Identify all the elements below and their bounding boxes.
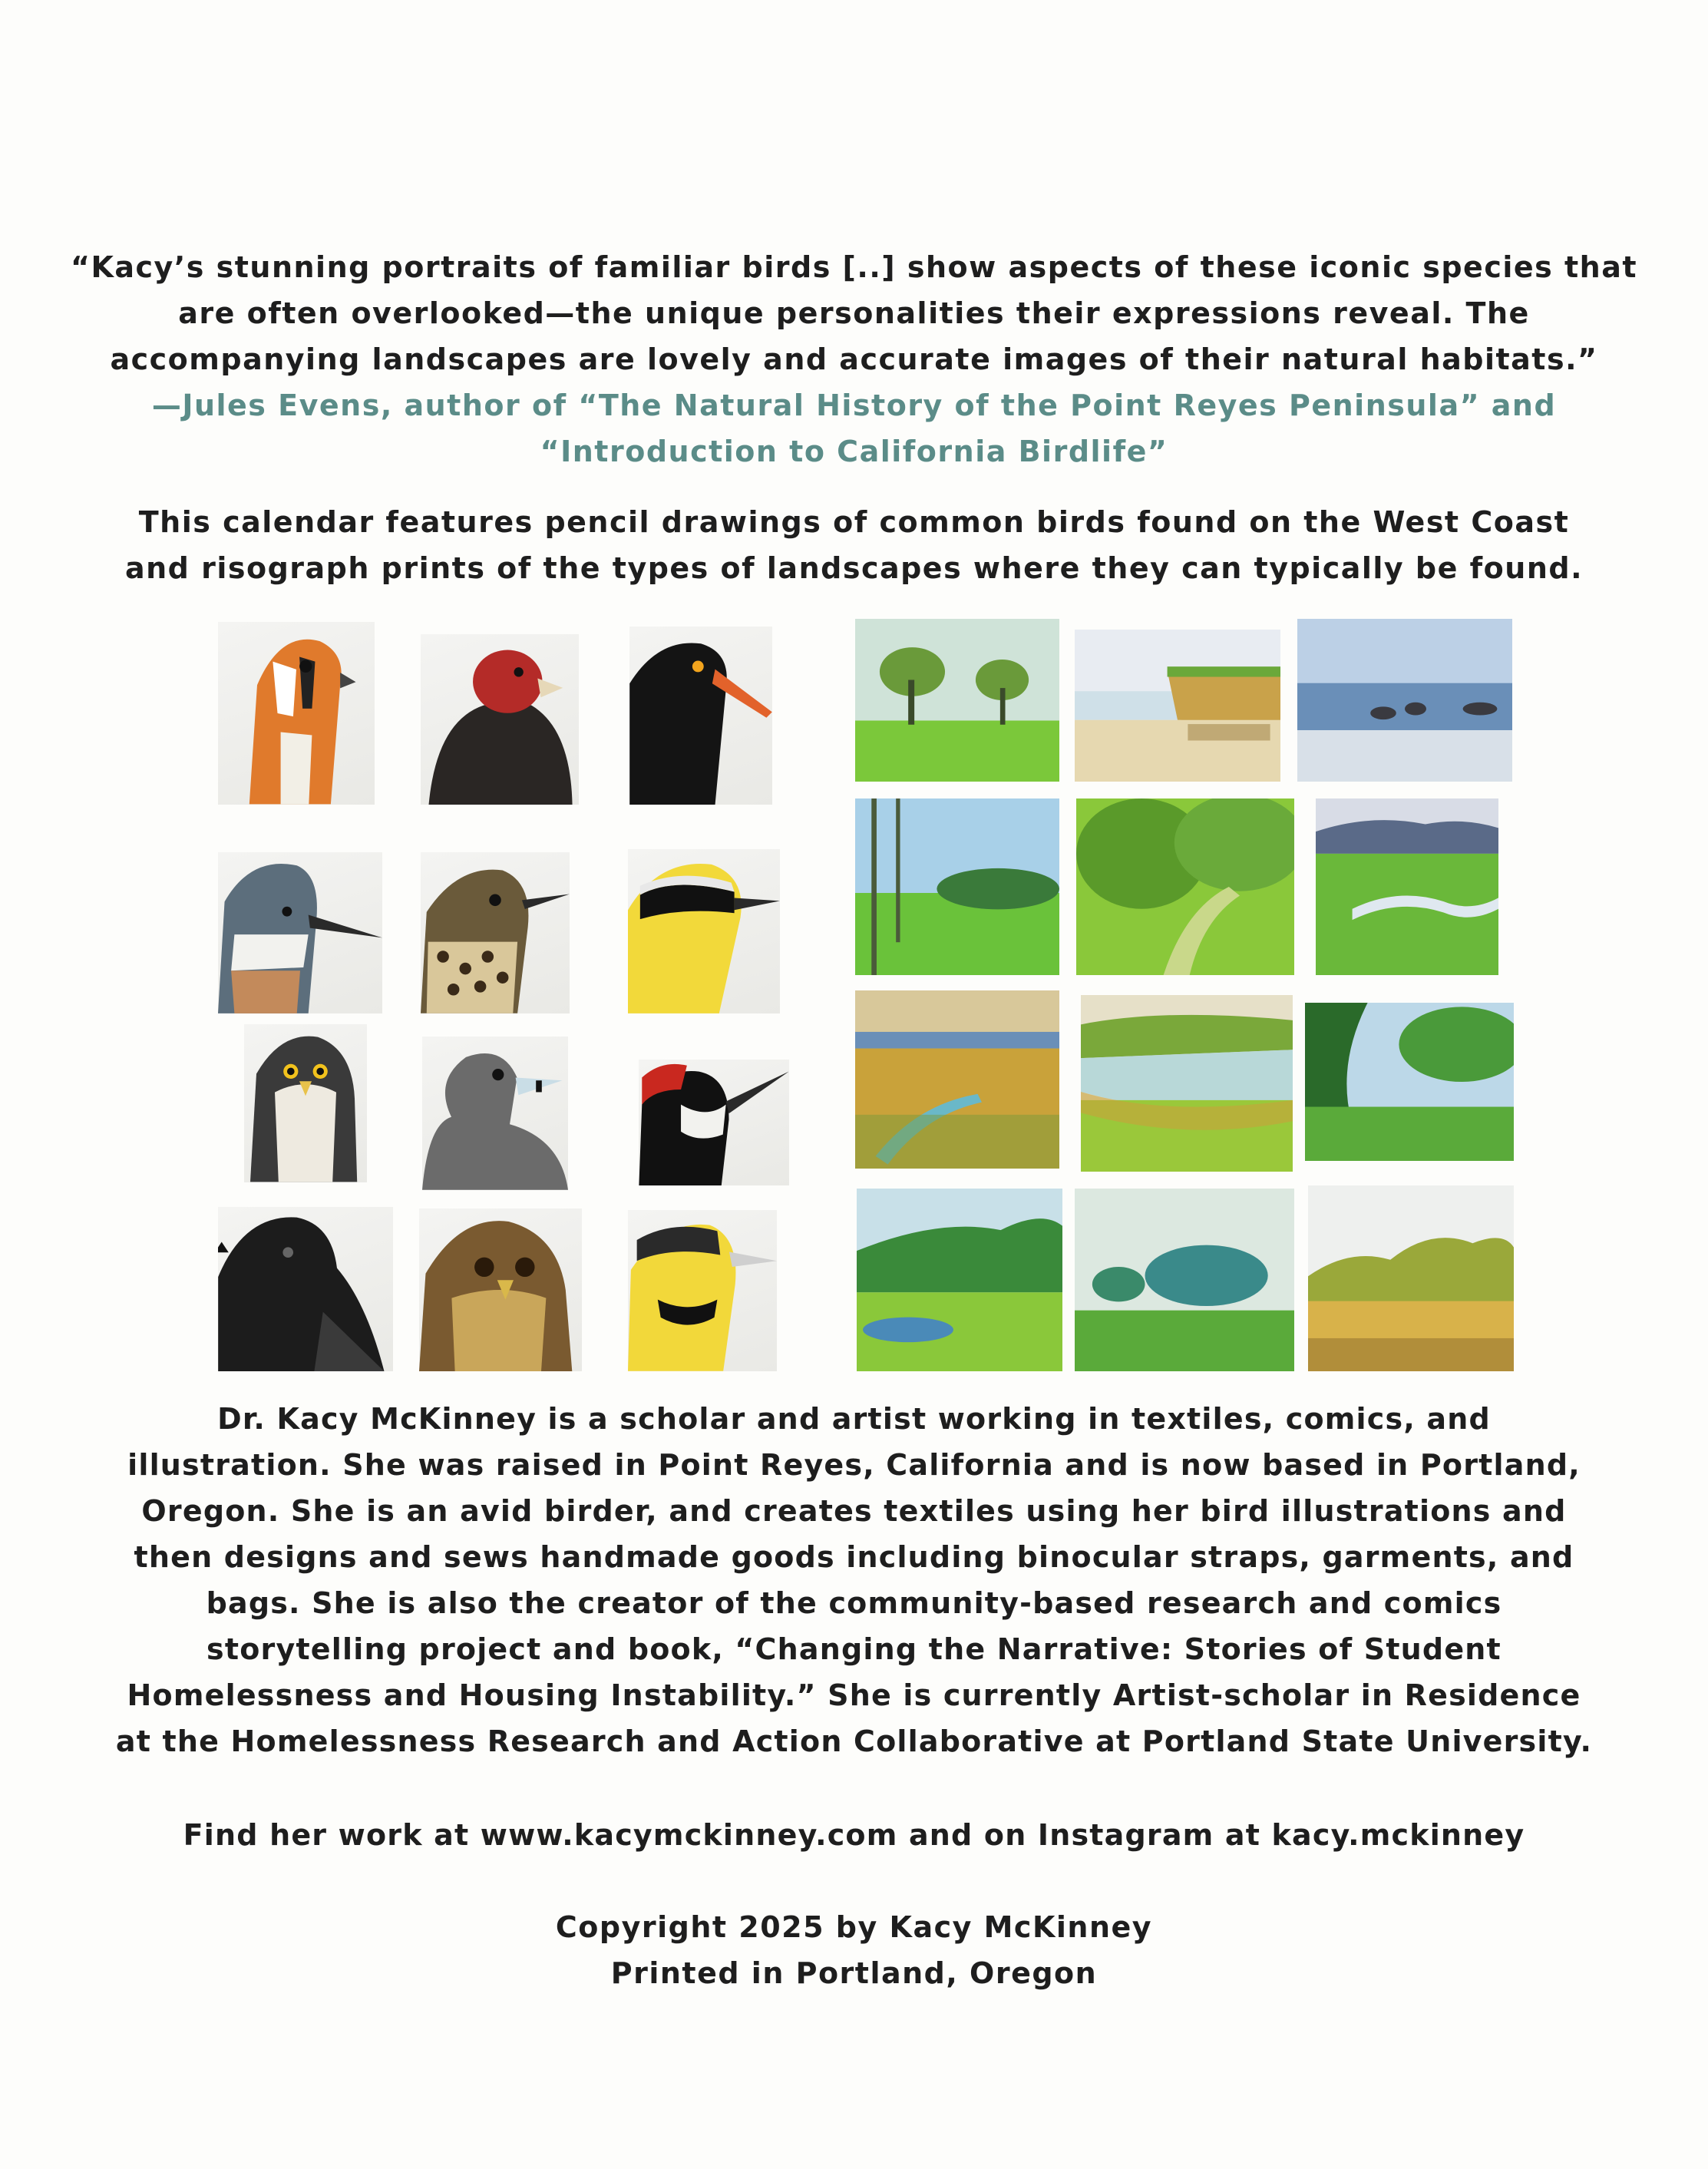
kingfisher-portrait (218, 852, 382, 1013)
quote-attribution: “Introduction to California Birdlife” (540, 435, 1168, 468)
bio-line: storytelling project and book, “Changing the Narrative: Stories of Student (206, 1632, 1502, 1666)
landscape-marsh-creek (1316, 798, 1498, 975)
merlin-portrait (419, 1208, 582, 1371)
landscape-oak-meadow (855, 619, 1059, 782)
meadowlark-portrait (628, 1210, 777, 1371)
landscape-wooded-meadow (855, 798, 1059, 975)
landscape-oak-grove (1305, 1003, 1514, 1161)
landscape-valley-pond (857, 1189, 1062, 1371)
bio-line: Oregon. She is an avid birder, and creates textiles using her bird illustrations and (141, 1494, 1567, 1528)
landscape-golden-hills (1308, 1185, 1514, 1371)
bio-line: at the Homelessness Research and Action Collaborative at Portland State University. (115, 1724, 1593, 1758)
printed-line: Printed in Portland, Oregon (610, 1956, 1098, 1990)
contact-line: Find her work at www.kacymckinney.com and on Instagram at kacy.mckinney (183, 1818, 1525, 1852)
landscape-cypress-field (1075, 1189, 1294, 1371)
oystercatcher-portrait (629, 627, 772, 805)
bio-line: Homelessness and Housing Instability.” She is currently Artist-scholar in Residence (127, 1678, 1581, 1712)
copyright-line: Copyright 2025 by Kacy McKinney (555, 1910, 1153, 1944)
testimonial-quote (0, 244, 1708, 474)
acorn-woodpecker-portrait (639, 1060, 789, 1185)
bio-line: then designs and sews handmade goods including binocular straps, garments, and (134, 1540, 1574, 1574)
grebe-portrait (422, 1037, 568, 1190)
bio-line: Dr. Kacy McKinney is a scholar and artist working in textiles, comics, and (217, 1402, 1491, 1436)
quote-line: are often overlooked—the unique personalities their expressions reveal. The (178, 296, 1530, 330)
intro-line: This calendar features pencil drawings of common birds found on the West Coast (138, 505, 1570, 539)
calendar-intro (0, 499, 1708, 591)
kestrel-portrait (218, 622, 375, 805)
landscape-rocky-shore (1297, 619, 1512, 782)
artist-bio (0, 1396, 1708, 1764)
landscape-coastal-bluff (1075, 630, 1280, 782)
intro-line: and risograph prints of the types of landscapes where they can typically be found. (124, 551, 1584, 585)
bio-line: illustration. She was raised in Point Reyes, California and is now based in Portland, (127, 1448, 1581, 1482)
landscape-estuary-sunset (855, 990, 1059, 1169)
peregrine-falcon-portrait (244, 1024, 367, 1182)
quote-line: accompanying landscapes are lovely and accurate images of their natural habitats.” (110, 342, 1598, 376)
quote-line: “Kacy’s stunning portraits of familiar birds [..] show aspects of these iconic species that (70, 250, 1638, 284)
thrush-portrait (421, 852, 570, 1013)
black-phoebe-portrait (218, 1207, 393, 1371)
landscape-lagoon (1081, 995, 1293, 1172)
quote-attribution: —Jules Evens, author of “The Natural History of the Point Reyes Peninsula” and (151, 389, 1557, 422)
bio-line: bags. She is also the creator of the community-based research and comics (206, 1586, 1502, 1620)
yellowthroat-portrait (628, 849, 780, 1013)
turkey-vulture-portrait (421, 634, 579, 805)
landscape-forest-trail (1076, 798, 1294, 975)
copyright (0, 1904, 1708, 1996)
